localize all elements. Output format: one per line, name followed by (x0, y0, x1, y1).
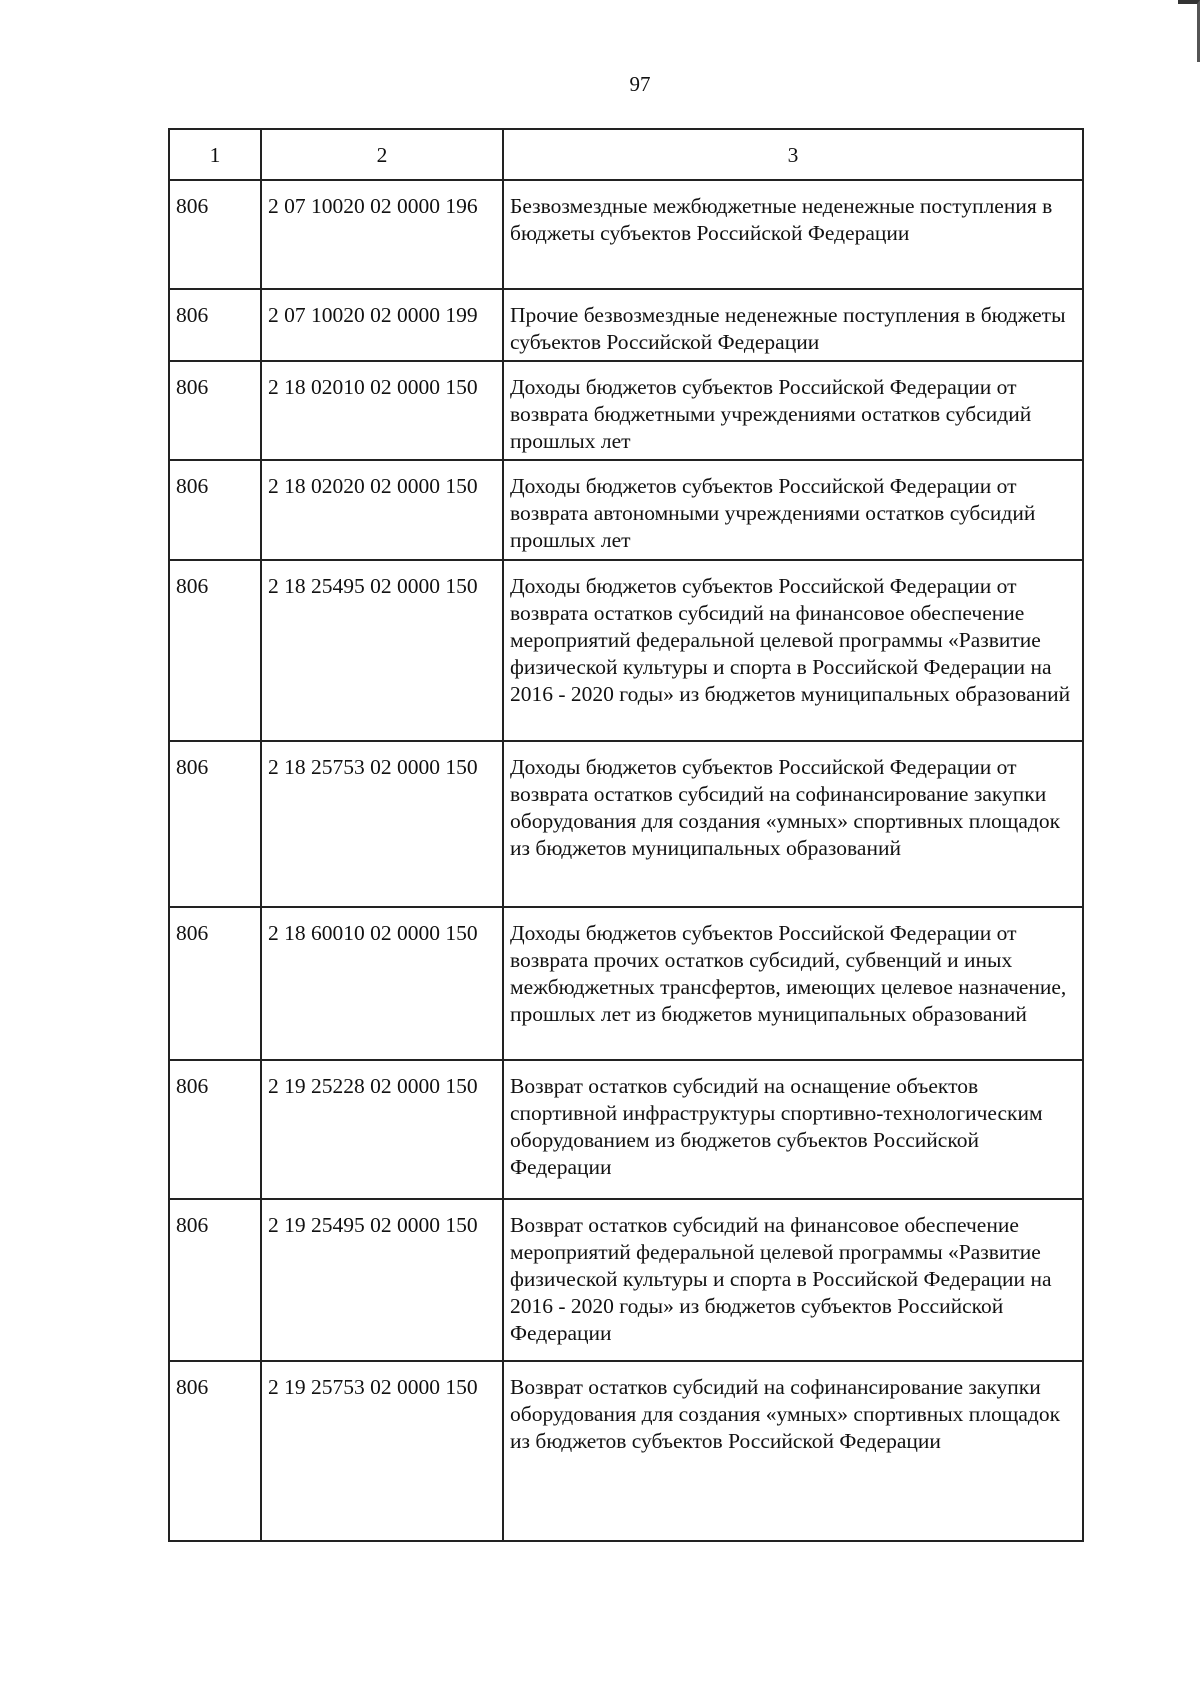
admin-code-cell: 806 (169, 361, 261, 460)
admin-code-cell: 806 (169, 1199, 261, 1361)
budget-revenue-table (168, 128, 1084, 1542)
table-row (169, 1199, 1083, 1361)
table-row (169, 460, 1083, 560)
revenue-name-cell: Прочие безвозмездные неденежные поступления в бюджеты субъектов Российской Федерации (503, 289, 1083, 361)
table-row (169, 361, 1083, 460)
table-row (169, 289, 1083, 361)
revenue-name-cell: Возврат остатков субсидий на оснащение объектов спортивной инфраструктуры спортивно-технологическим оборудованием из бюджетов субъектов Российской Федерации (503, 1060, 1083, 1199)
admin-code-cell: 806 (169, 460, 261, 560)
revenue-name-cell: Возврат остатков субсидий на финансовое обеспечение мероприятий федеральной целевой программы «Развитие физической культуры и спорта в Российской Федерации на 2016 - 2020 годы» из бюджетов субъектов Российской Федерации (503, 1199, 1083, 1361)
revenue-name-cell: Возврат остатков субсидий на софинансирование закупки оборудования для создания «умных» спортивных площадок из бюджетов субъектов Российской Федерации (503, 1361, 1083, 1541)
revenue-code-cell: 2 07 10020 02 0000 196 (261, 180, 503, 289)
revenue-code-cell: 2 19 25753 02 0000 150 (261, 1361, 503, 1541)
table-header-row (169, 129, 1083, 180)
table-row (169, 180, 1083, 289)
revenue-code-cell: 2 18 02010 02 0000 150 (261, 361, 503, 460)
revenue-name-cell: Доходы бюджетов субъектов Российской Федерации от возврата бюджетными учреждениями остатков субсидий прошлых лет (503, 361, 1083, 460)
header-col-2: 2 (261, 129, 503, 180)
revenue-name-cell: Доходы бюджетов субъектов Российской Федерации от возврата прочих остатков субсидий, субвенций и иных межбюджетных трансфертов, имеющих целевое назначение, прошлых лет из бюджетов муниципальных образований (503, 907, 1083, 1060)
revenue-code-cell: 2 19 25228 02 0000 150 (261, 1060, 503, 1199)
revenue-code-cell: 2 07 10020 02 0000 199 (261, 289, 503, 361)
admin-code-cell: 806 (169, 180, 261, 289)
header-col-3: 3 (503, 129, 1083, 180)
revenue-code-cell: 2 19 25495 02 0000 150 (261, 1199, 503, 1361)
table-row (169, 1060, 1083, 1199)
admin-code-cell: 806 (169, 907, 261, 1060)
admin-code-cell: 806 (169, 560, 261, 741)
admin-code-cell: 806 (169, 1060, 261, 1199)
revenue-name-cell: Доходы бюджетов субъектов Российской Федерации от возврата автономными учреждениями остатков субсидий прошлых лет (503, 460, 1083, 560)
table-row (169, 1361, 1083, 1541)
revenue-code-cell: 2 18 60010 02 0000 150 (261, 907, 503, 1060)
revenue-name-cell: Доходы бюджетов субъектов Российской Федерации от возврата остатков субсидий на софинансирование закупки оборудования для создания «умных» спортивных площадок из бюджетов муниципальных образований (503, 741, 1083, 907)
header-col-1: 1 (169, 129, 261, 180)
table-row (169, 907, 1083, 1060)
revenue-name-cell: Безвозмездные межбюджетные неденежные поступления в бюджеты субъектов Российской Федерации (503, 180, 1083, 289)
table-row (169, 560, 1083, 741)
admin-code-cell: 806 (169, 1361, 261, 1541)
admin-code-cell: 806 (169, 741, 261, 907)
revenue-code-cell: 2 18 02020 02 0000 150 (261, 460, 503, 560)
admin-code-cell: 806 (169, 289, 261, 361)
revenue-code-cell: 2 18 25753 02 0000 150 (261, 741, 503, 907)
scan-corner-mark (1178, 0, 1200, 62)
page-number: 97 (629, 72, 651, 96)
table-row (169, 741, 1083, 907)
revenue-name-cell: Доходы бюджетов субъектов Российской Федерации от возврата остатков субсидий на финансовое обеспечение мероприятий федеральной целевой программы «Развитие физической культуры и спорта в Российской Федерации на 2016 - 2020 годы» из бюджетов муниципальных образований (503, 560, 1083, 741)
revenue-code-cell: 2 18 25495 02 0000 150 (261, 560, 503, 741)
